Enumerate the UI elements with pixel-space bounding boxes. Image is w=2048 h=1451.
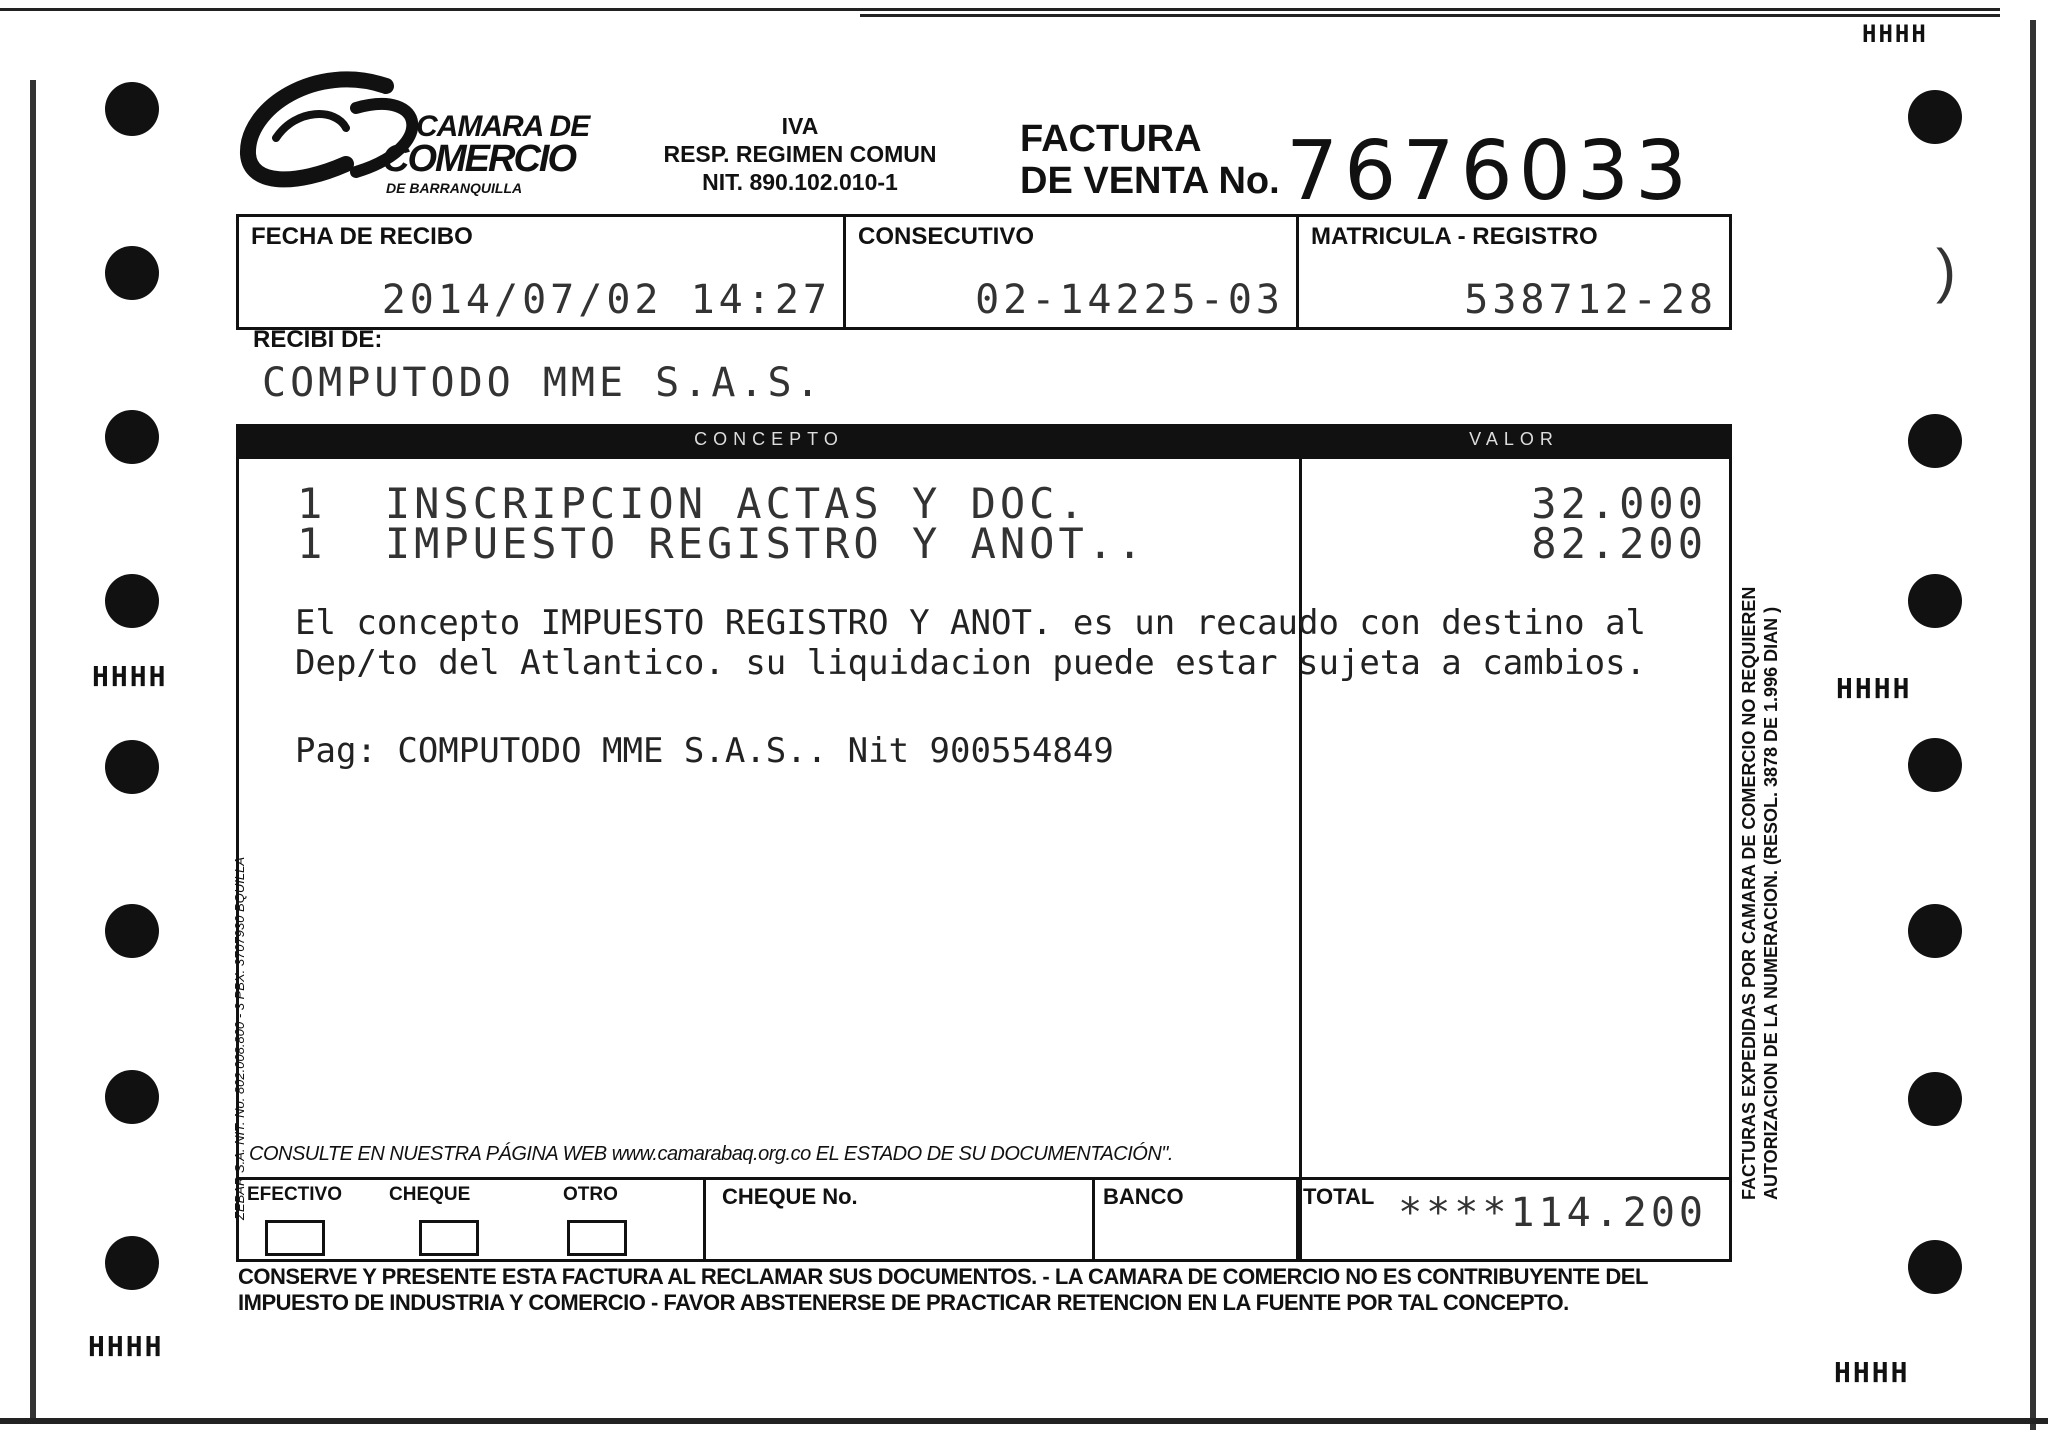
concepto-header: CONCEPTO xyxy=(694,429,844,449)
payment-row xyxy=(239,1177,1729,1262)
otro-checkbox xyxy=(567,1220,627,1256)
consecutivo-label: CONSECUTIVO xyxy=(858,223,1035,250)
matricula-label: MATRICULA - REGISTRO xyxy=(1311,223,1598,250)
feed-hole xyxy=(105,1070,159,1124)
column-divider xyxy=(1299,427,1302,1259)
total-value: ****114.200 xyxy=(1398,1190,1707,1236)
resolution-note: FACTURAS EXPEDIDAS POR CAMARA DE COMERCIO NO REQUIEREN AUTORIZACION DE LA NUMERACION. (RESOL. 3878 DE 1.996 DIAN ) xyxy=(1739,586,1781,1200)
camara-comercio-logo xyxy=(236,68,596,198)
stray-mark: ) xyxy=(1936,237,1956,304)
concept-table xyxy=(236,424,1732,1262)
iva-label: IVA xyxy=(781,113,819,139)
cheque-no-label: CHEQUE No. xyxy=(722,1184,858,1209)
invoice-number: 7676033 xyxy=(1286,124,1694,219)
feed-hole xyxy=(105,82,159,136)
cheque-no-cell xyxy=(706,1180,1095,1262)
total-cell xyxy=(1299,1180,1729,1262)
paper-edge xyxy=(860,14,2000,17)
feed-hole xyxy=(1908,414,1962,468)
printer-note: ZEBAR S.A. NIT. No. 802.008.800 - 3 PBX: 3707930 BQUILLA xyxy=(232,856,247,1220)
tax-note: Dep/to del Atlantico. su liquidacion puede estar sujeta a cambios. xyxy=(295,643,1647,683)
feed-hole xyxy=(1908,574,1962,628)
tax-note: El concepto IMPUESTO REGISTRO Y ANOT. es un recaudo con destino al xyxy=(295,603,1647,643)
fecha-label: FECHA DE RECIBO xyxy=(251,223,473,250)
matricula-value: 538712-28 xyxy=(1464,277,1717,323)
fecha-value: 2014/07/02 14:27 xyxy=(381,277,831,323)
cheque-label: CHEQUE xyxy=(389,1184,471,1205)
nit-label: NIT. 890.102.010-1 xyxy=(702,169,898,195)
disclaimer-text: CONSERVE Y PRESENTE ESTA FACTURA AL RECLAMAR SUS DOCUMENTOS. - LA CAMARA DE COMERCIO NO ES CONTRIBUYENTE DEL IMPUESTO DE INDUSTRIA Y COMERCIO - FAVOR ABSTENERSE DE PRACTICAR RETENCION EN LA FUENTE POR TAL CONCEPTO. xyxy=(238,1264,1648,1315)
recibi-label: RECIBI DE: xyxy=(253,326,383,353)
feed-hole xyxy=(105,410,159,464)
total-label: TOTAL xyxy=(1303,1184,1375,1209)
logo-text: CAMARA DE xyxy=(416,110,590,143)
factura-line2: DE VENTA No. xyxy=(1020,160,1280,202)
efectivo-checkbox xyxy=(265,1220,325,1256)
paper-edge xyxy=(30,80,36,1420)
logo-text: COMERCIO xyxy=(382,138,575,180)
payer-line: Pag: COMPUTODO MME S.A.S.. Nit 900554849 xyxy=(295,731,1114,771)
logo-text: DE BARRANQUILLA xyxy=(386,180,523,196)
feed-hole xyxy=(105,740,159,794)
line-item-value: 82.200 xyxy=(1531,519,1707,568)
perforation-mark: HHHH xyxy=(92,660,168,693)
web-note: CONSULTE EN NUESTRA PÁGINA WEB www.camarabaq.org.co EL ESTADO DE SU DOCUMENTACIÓN". xyxy=(249,1143,1173,1165)
perforation-mark: HHHH xyxy=(1834,1356,1910,1389)
line-item-concept: 1 INSCRIPCION ACTAS Y DOC. xyxy=(297,479,1088,528)
perforation-mark: HHHH xyxy=(88,1330,164,1363)
feed-hole xyxy=(105,1236,159,1290)
otro-label: OTRO xyxy=(563,1184,618,1205)
perforation-mark: HHHH xyxy=(1836,672,1912,705)
header-fields xyxy=(236,214,1732,330)
feed-hole xyxy=(1908,1240,1962,1294)
matricula-cell xyxy=(1299,217,1729,327)
feed-hole xyxy=(1908,1072,1962,1126)
table-header xyxy=(239,427,1729,459)
feed-hole xyxy=(105,904,159,958)
feed-hole xyxy=(1908,90,1962,144)
feed-hole xyxy=(105,574,159,628)
regimen-label: RESP. REGIMEN COMUN xyxy=(663,141,937,167)
paper-edge xyxy=(2030,20,2036,1430)
banco-cell xyxy=(1095,1180,1299,1262)
consecutivo-cell xyxy=(846,217,1299,327)
cheque-checkbox xyxy=(419,1220,479,1256)
feed-hole xyxy=(1908,738,1962,792)
valor-header: VALOR xyxy=(1469,429,1559,449)
perforation-mark: HHHH xyxy=(1862,20,1928,48)
factura-title xyxy=(1020,118,1280,202)
paper-edge xyxy=(0,8,2000,11)
efectivo-label: EFECTIVO xyxy=(247,1184,343,1205)
payment-method-cell xyxy=(239,1180,706,1262)
line-item-concept: 1 IMPUESTO REGISTRO Y ANOT.. xyxy=(297,519,1147,568)
feed-hole xyxy=(1908,904,1962,958)
paper-edge xyxy=(0,1418,2048,1424)
consecutivo-value: 02-14225-03 xyxy=(975,277,1284,323)
recibi-value: COMPUTODO MME S.A.S. xyxy=(262,360,824,406)
fecha-cell xyxy=(239,217,846,327)
factura-line1: FACTURA xyxy=(1020,118,1202,160)
feed-hole xyxy=(105,246,159,300)
iva-block xyxy=(630,112,970,196)
line-item-value: 32.000 xyxy=(1531,479,1707,528)
banco-label: BANCO xyxy=(1103,1184,1184,1209)
